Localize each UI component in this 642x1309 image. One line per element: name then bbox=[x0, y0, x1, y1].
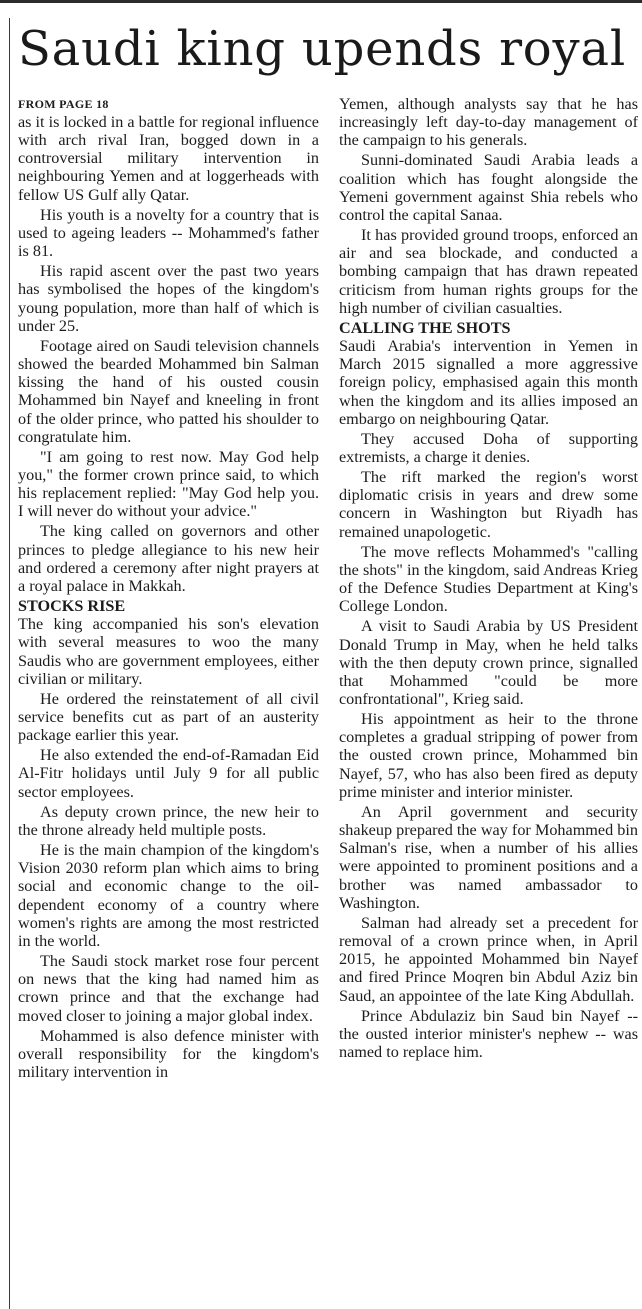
left-column-body bbox=[18, 113, 319, 1081]
article-paragraph: Saudi Arabia's intervention in Yemen in March 2015 signalled a more aggressive foreign policy, emphasised again this month when the kingdom and its allies imposed an embargo on neighbouring Qatar. bbox=[339, 337, 638, 428]
article-column-left bbox=[18, 95, 319, 1309]
article-paragraph: As deputy crown prince, the new heir to the throne already held multiple posts. bbox=[18, 802, 319, 839]
section-subhead: CALLING THE SHOTS bbox=[339, 318, 511, 337]
article-column-right bbox=[339, 95, 638, 1309]
right-column-body bbox=[339, 95, 638, 1061]
article-paragraph: Sunni-dominated Saudi Arabia leads a coalition which has fought alongside the Yemeni government against Shia rebels who control the capital Sanaa. bbox=[339, 151, 638, 224]
article-paragraph: The king called on governors and other princes to pledge allegiance to his new heir and ordered a ceremony after night prayers at a royal palace in Makkah. bbox=[18, 522, 319, 595]
article-paragraph: Mohammed is also defence minister with overall responsibility for the kingdom's military intervention in bbox=[18, 1026, 319, 1081]
article-paragraph: The Saudi stock market rose four percent on news that the king had named him as crown prince and that the exchange had moved closer to joining a major global index. bbox=[18, 952, 319, 1025]
article-paragraph: His rapid ascent over the past two years has symbolised the hopes of the kingdom's young population, more than half of which is under 25. bbox=[18, 262, 319, 335]
article-paragraph: A visit to Saudi Arabia by US President Donald Trump in May, when he held talks with the then deputy crown prince, signalled that Mohammed "could be more confrontational", Krieg said. bbox=[339, 617, 638, 708]
article-paragraph: He ordered the reinstatement of all civil service benefits cut as part of an austerity package earlier this year. bbox=[18, 689, 319, 745]
article-paragraph: He also extended the end-of-Ramadan Eid Al-Fitr holidays until July 9 for all public sector employees. bbox=[18, 746, 319, 801]
article-paragraph: The king accompanied his son's elevation with several measures to woo the many Saudis who are government employees, either civilian or military. bbox=[18, 615, 319, 688]
article-paragraph: "I am going to rest now. May God help you," the former crown prince said, to which his replacement replied: "May God help you. I will never do without your advice." bbox=[18, 447, 319, 521]
article-paragraph: Salman had already set a precedent for removal of a crown prince when, in April 2015, he appointed Mohammed bin Nayef and fired Prince Moqren bin Abdul Aziz bin Saud, an appointee of the late King Abdullah. bbox=[339, 913, 638, 1005]
article-paragraph: as it is locked in a battle for regional influence with arch rival Iran, bogged down in a controversial military intervention in neighbouring Yemen and at loggerheads with fellow US Gulf ally Qatar. bbox=[18, 113, 319, 204]
article-paragraph: They accused Doha of supporting extremists, a charge it denies. bbox=[339, 429, 638, 466]
section-subhead: STOCKS RISE bbox=[18, 597, 126, 616]
top-rule bbox=[0, 0, 642, 3]
article-paragraph: His youth is a novelty for a country that is used to ageing leaders -- Mohammed's father is 81. bbox=[18, 205, 319, 261]
article-paragraph: Footage aired on Saudi television channels showed the bearded Mohammed bin Salman kissing the hand of his ousted cousin Mohammed bin Nayef and kneeling in front of the older prince, who patted his shoulder to congratulate him. bbox=[18, 336, 319, 446]
column-rule bbox=[9, 18, 10, 1309]
headline: Saudi king upends royal bbox=[18, 21, 626, 77]
article-paragraph: His appointment as heir to the throne completes a gradual stripping of power from the ousted crown prince, Mohammed bin Nayef, 57, who has also been fired as deputy prime minister and interior minister. bbox=[339, 710, 638, 801]
article-paragraph: It has provided ground troops, enforced an air and sea blockade, and conducted a bombing campaign that has drawn repeated criticism from human rights groups for the high number of civilian casualties. bbox=[339, 226, 638, 317]
article-paragraph: Yemen, although analysts say that he has increasingly left day-to-day management of the campaign to his generals. bbox=[339, 95, 638, 150]
article-paragraph: The move reflects Mohammed's "calling the shots" in the kingdom, said Andreas Krieg of the Defence Studies Department at King's College London. bbox=[339, 542, 638, 616]
kicker-from-page: FROM PAGE 18 bbox=[18, 97, 109, 111]
article-paragraph: He is the main champion of the kingdom's Vision 2030 reform plan which aims to bring social and economic change to the oil-dependent economy of a country where women's rights are among the most restricted in the world. bbox=[18, 841, 319, 950]
article-paragraph: Prince Abdulaziz bin Saud bin Nayef -- the ousted interior minister's nephew -- was named to replace him. bbox=[339, 1006, 638, 1061]
article-paragraph: The rift marked the region's worst diplomatic crisis in years and drew some concern in Washington but Riyadh has remained unapologetic. bbox=[339, 468, 638, 541]
article-paragraph: An April government and security shakeup prepared the way for Mohammed bin Salman's rise, when a number of his allies were appointed to prominent positions and a brother was named ambassador to Washington. bbox=[339, 802, 638, 912]
